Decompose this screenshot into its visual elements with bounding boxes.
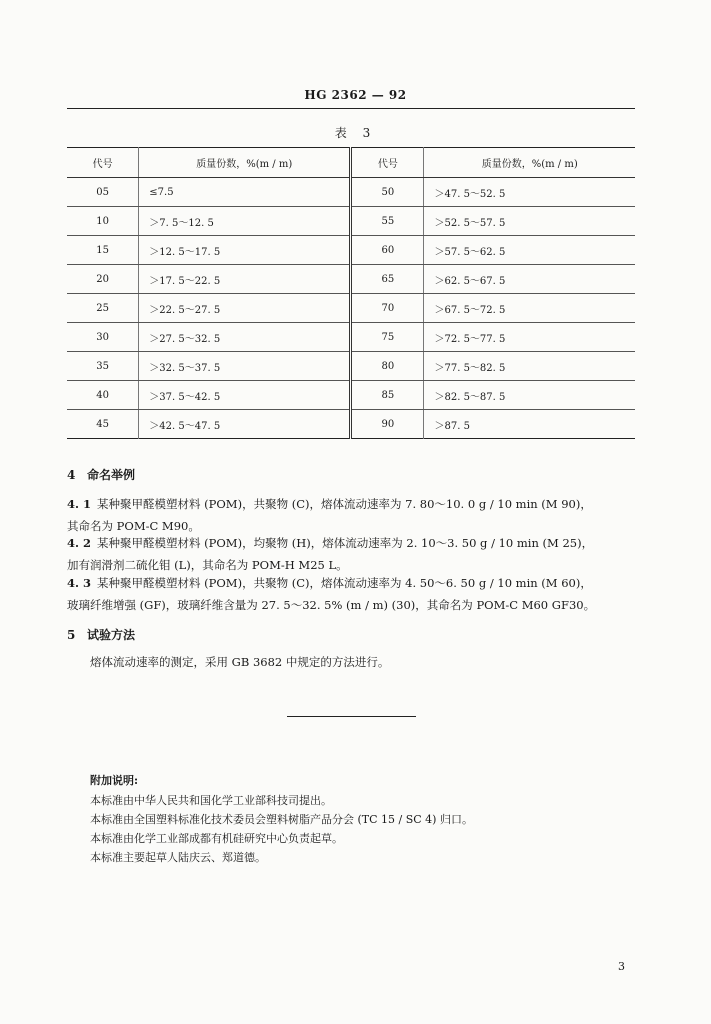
grade-table [67, 147, 635, 439]
example-text-line2: 加有润滑剂二硫化钼 (L)，其命名为 POM-H M25 L。 [67, 558, 348, 572]
header-code-left: 代号 [67, 148, 139, 178]
range-cell: ＞67. 5～72. 5 [424, 294, 635, 323]
test-method-text: 熔体流动速率的测定，采用 GB 3682 中规定的方法进行。 [90, 655, 390, 669]
code-cell: 05 [67, 178, 139, 207]
range-cell: ＞52. 5～57. 5 [424, 207, 635, 236]
code-cell: 15 [67, 236, 139, 265]
table-row [67, 381, 635, 410]
example-number: 4. 2 [67, 536, 92, 550]
section-5-number: 5 [67, 628, 76, 642]
code-cell: 45 [96, 418, 110, 430]
range-cell: ＞57. 5～62. 5 [424, 236, 635, 265]
range-cell: ＞37. 5～42. 5 [139, 381, 351, 410]
range-cell: ＞87. 5 [424, 410, 635, 439]
header-rule [67, 108, 635, 109]
range-cell: ＞22. 5～27. 5 [139, 294, 351, 323]
range-cell: ＞62. 5～67. 5 [424, 265, 635, 294]
code-cell: 40 [67, 381, 139, 410]
example-text-line1: 某种聚甲醛模塑材料 (POM)，均聚物 (H)，熔体流动速率为 2. 10～3. 50 g / 10 min (M 25)， [97, 536, 594, 550]
page-number: 3 [618, 960, 625, 973]
range-cell: ＞12. 5～17. 5 [139, 236, 351, 265]
range-cell: ＞72. 5～77. 5 [424, 323, 635, 352]
table-caption: 表 3 [334, 126, 377, 140]
table-row [67, 352, 635, 381]
table-row [67, 323, 635, 352]
range-cell: ＞82. 5～87. 5 [424, 381, 635, 410]
end-divider [287, 716, 416, 717]
appendix-line: 本标准主要起草人陆庆云、郑道德。 [90, 851, 266, 864]
section-4-title: 命名举例 [87, 468, 136, 482]
code-cell: 20 [67, 265, 139, 294]
code-cell: 55 [351, 207, 424, 236]
table-row [67, 207, 635, 236]
range-cell: ＞17. 5～22. 5 [139, 265, 351, 294]
standard-code-header: HG 2362 — 92 [304, 88, 407, 102]
example-text-line1: 某种聚甲醛模塑材料 (POM)，共聚物 (C)，熔体流动速率为 7. 80～10. 0 g / 10 min (M 90)， [97, 497, 592, 511]
header-mass-right: 质量份数，%(m / m) [424, 148, 635, 178]
table-row [67, 178, 635, 207]
example-text-line2: 其命名为 POM-C M90。 [67, 519, 200, 533]
table-row [67, 265, 635, 294]
table-row [67, 410, 635, 439]
table-row [67, 294, 635, 323]
appendix-line: 本标准由中华人民共和国化学工业部科技司提出。 [90, 794, 332, 807]
code-cell: 35 [67, 352, 139, 381]
range-cell: ＞42. 5～47. 5 [139, 410, 351, 439]
section-4-number: 4 [67, 468, 76, 482]
code-cell: 25 [67, 294, 139, 323]
example-4-1 [67, 493, 641, 537]
range-cell: ＞77. 5～82. 5 [424, 352, 635, 381]
code-cell: 75 [351, 323, 424, 352]
section-5-title: 试验方法 [87, 628, 136, 642]
example-4-3 [67, 572, 641, 616]
section-4-heading [67, 466, 135, 483]
appendix-line: 本标准由全国塑料标准化技术委员会塑料树脂产品分会 (TC 15 / SC 4) 归口。 [90, 813, 473, 826]
range-cell: ＞32. 5～37. 5 [139, 352, 351, 381]
table-row [67, 236, 635, 265]
code-cell: 80 [351, 352, 424, 381]
code-cell: 60 [351, 236, 424, 265]
example-text-line1: 某种聚甲醛模塑材料 (POM)，共聚物 (C)，熔体流动速率为 4. 50～6. 50 g / 10 min (M 60)， [97, 576, 592, 590]
code-cell: 65 [351, 265, 424, 294]
table-header-row [67, 148, 635, 178]
range-cell: ＞7. 5～12. 5 [139, 207, 351, 236]
range-cell: ≤7.5 [139, 178, 351, 207]
code-cell: 30 [67, 323, 139, 352]
appendix-title: 附加说明: [90, 774, 139, 787]
header-code-right: 代号 [351, 148, 424, 178]
range-cell: ＞47. 5～52. 5 [424, 178, 635, 207]
example-number: 4. 3 [67, 576, 92, 590]
range-cell: ＞27. 5～32. 5 [139, 323, 351, 352]
example-text-line2: 玻璃纤维增强 (GF)，玻璃纤维含量为 27. 5～32. 5% (m / m) (30)，其命名为 POM-C M60 GF30。 [67, 598, 596, 612]
header-mass-left: 质量份数，%(m / m) [139, 148, 351, 178]
example-4-2 [67, 532, 641, 576]
code-cell: 70 [351, 294, 424, 323]
code-cell: 50 [351, 178, 424, 207]
appendix-line: 本标准由化学工业部成都有机硅研究中心负责起草。 [90, 832, 343, 845]
code-cell: 85 [351, 381, 424, 410]
example-number: 4. 1 [67, 497, 92, 511]
section-5-heading [67, 626, 135, 643]
code-cell: 90 [351, 410, 424, 439]
code-cell: 10 [67, 207, 139, 236]
